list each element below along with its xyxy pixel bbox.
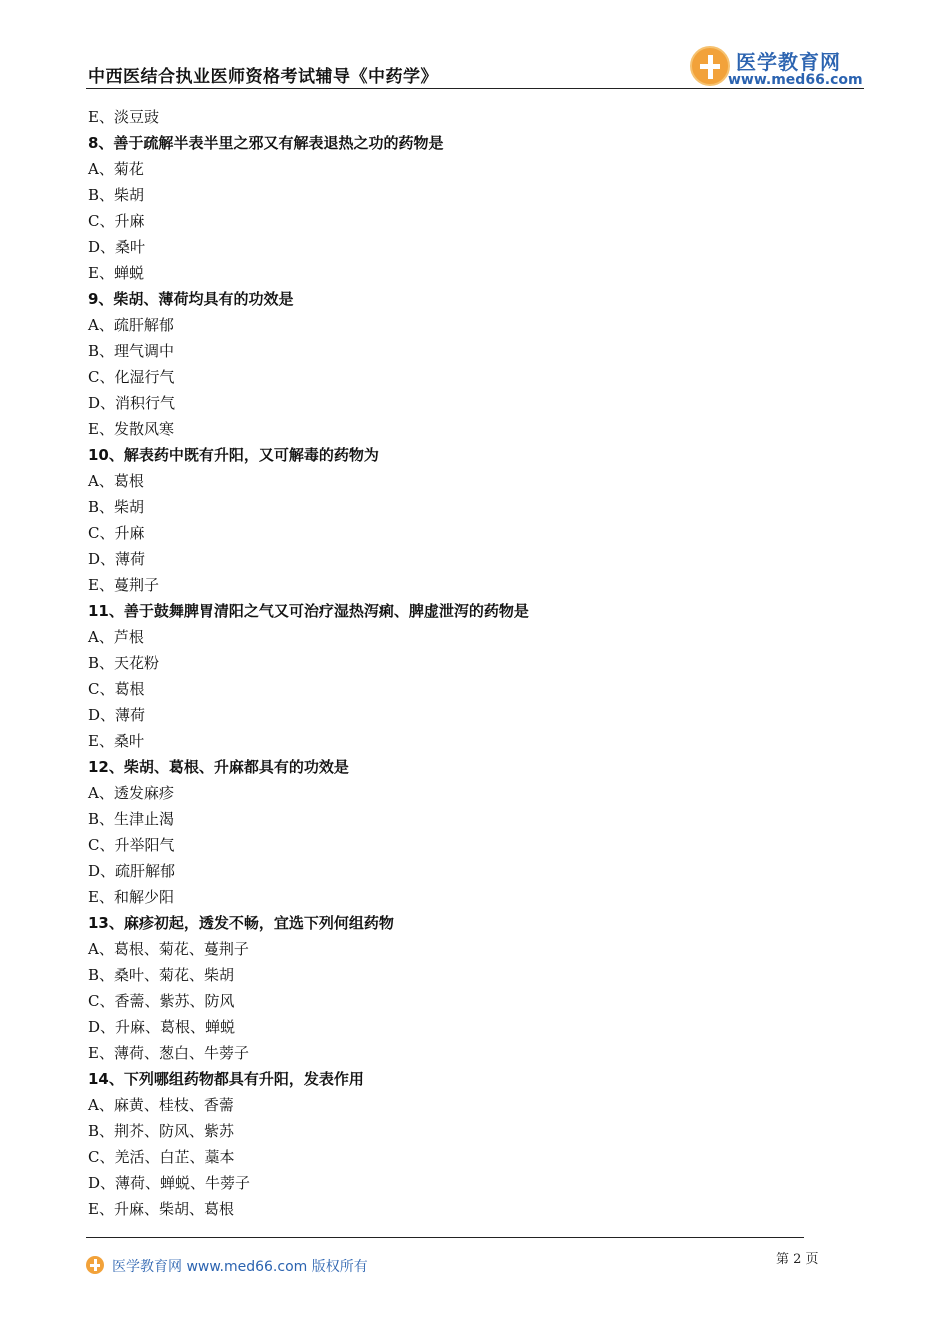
answer-option: E、桑叶 [88, 732, 144, 750]
answer-option: E、发散风寒 [88, 420, 174, 438]
answer-option: E、蝉蜕 [88, 264, 144, 282]
question-list [88, 104, 848, 1222]
question-stem: 12、柴胡、葛根、升麻都具有的功效是 [88, 758, 349, 776]
answer-option: A、葛根、菊花、蔓荆子 [88, 940, 249, 958]
question-stem: 8、善于疏解半表半里之邪又有解表退热之功的药物是 [88, 134, 444, 152]
answer-option: A、芦根 [88, 628, 144, 646]
answer-option: E、淡豆豉 [88, 108, 159, 126]
answer-option: B、生津止渴 [88, 810, 175, 828]
answer-option: C、升麻 [88, 524, 145, 542]
answer-option: E、薄荷、葱白、牛蒡子 [88, 1044, 249, 1062]
footer-divider [86, 1237, 804, 1238]
answer-option: B、天花粉 [88, 654, 160, 672]
answer-option: C、升举阳气 [88, 836, 175, 854]
header-divider [86, 88, 864, 89]
page-number: 第 2 页 [776, 1252, 819, 1267]
answer-option: C、升麻 [88, 212, 145, 230]
question-stem: 9、柴胡、薄荷均具有的功效是 [88, 290, 294, 308]
answer-option: B、柴胡 [88, 186, 145, 204]
answer-option: A、麻黄、桂枝、香薷 [88, 1096, 234, 1114]
logo-name: 医学教育网 [736, 50, 841, 74]
answer-option: B、柴胡 [88, 498, 145, 516]
footer-cross-icon [86, 1256, 104, 1274]
answer-option: E、和解少阳 [88, 888, 174, 906]
header-title: 中西医结合执业医师资格考试辅导《中药学》 [88, 67, 438, 87]
logo-url[interactable]: www.med66.com [728, 72, 863, 88]
question-stem: 13、麻疹初起，透发不畅，宜选下列何组药物 [88, 914, 394, 932]
question-stem: 10、解表药中既有升阳，又可解毒的药物为 [88, 446, 379, 464]
site-logo[interactable] [690, 44, 870, 92]
answer-option: B、理气调中 [88, 342, 175, 360]
answer-option: B、荆芥、防风、紫苏 [88, 1122, 235, 1140]
answer-option: D、桑叶 [88, 238, 146, 256]
question-stem: 14、下列哪组药物都具有升阳，发表作用 [88, 1070, 364, 1088]
answer-option: E、蔓荆子 [88, 576, 159, 594]
answer-option: A、菊花 [88, 160, 144, 178]
footer-copyright[interactable]: 医学教育网 www.med66.com 版权所有 [112, 1259, 368, 1275]
answer-option: B、桑叶、菊花、柴胡 [88, 966, 235, 984]
answer-option: D、疏肝解郁 [88, 862, 176, 880]
answer-option: C、羌活、白芷、藁本 [88, 1148, 235, 1166]
answer-option: C、化湿行气 [88, 368, 175, 386]
answer-option: E、升麻、柴胡、葛根 [88, 1200, 234, 1218]
answer-option: A、葛根 [88, 472, 144, 490]
question-stem: 11、善于鼓舞脾胃清阳之气又可治疗湿热泻痢、脾虚泄泻的药物是 [88, 602, 529, 620]
answer-option: A、疏肝解郁 [88, 316, 174, 334]
answer-option: D、薄荷 [88, 706, 146, 724]
answer-option: A、透发麻疹 [88, 784, 174, 802]
answer-option: D、消积行气 [88, 394, 176, 412]
answer-option: C、香薷、紫苏、防风 [88, 992, 235, 1010]
answer-option: C、葛根 [88, 680, 145, 698]
medical-cross-icon [690, 46, 730, 86]
answer-option: D、薄荷、蝉蜕、牛蒡子 [88, 1174, 251, 1192]
answer-option: D、升麻、葛根、蝉蜕 [88, 1018, 236, 1036]
answer-option: D、薄荷 [88, 550, 146, 568]
